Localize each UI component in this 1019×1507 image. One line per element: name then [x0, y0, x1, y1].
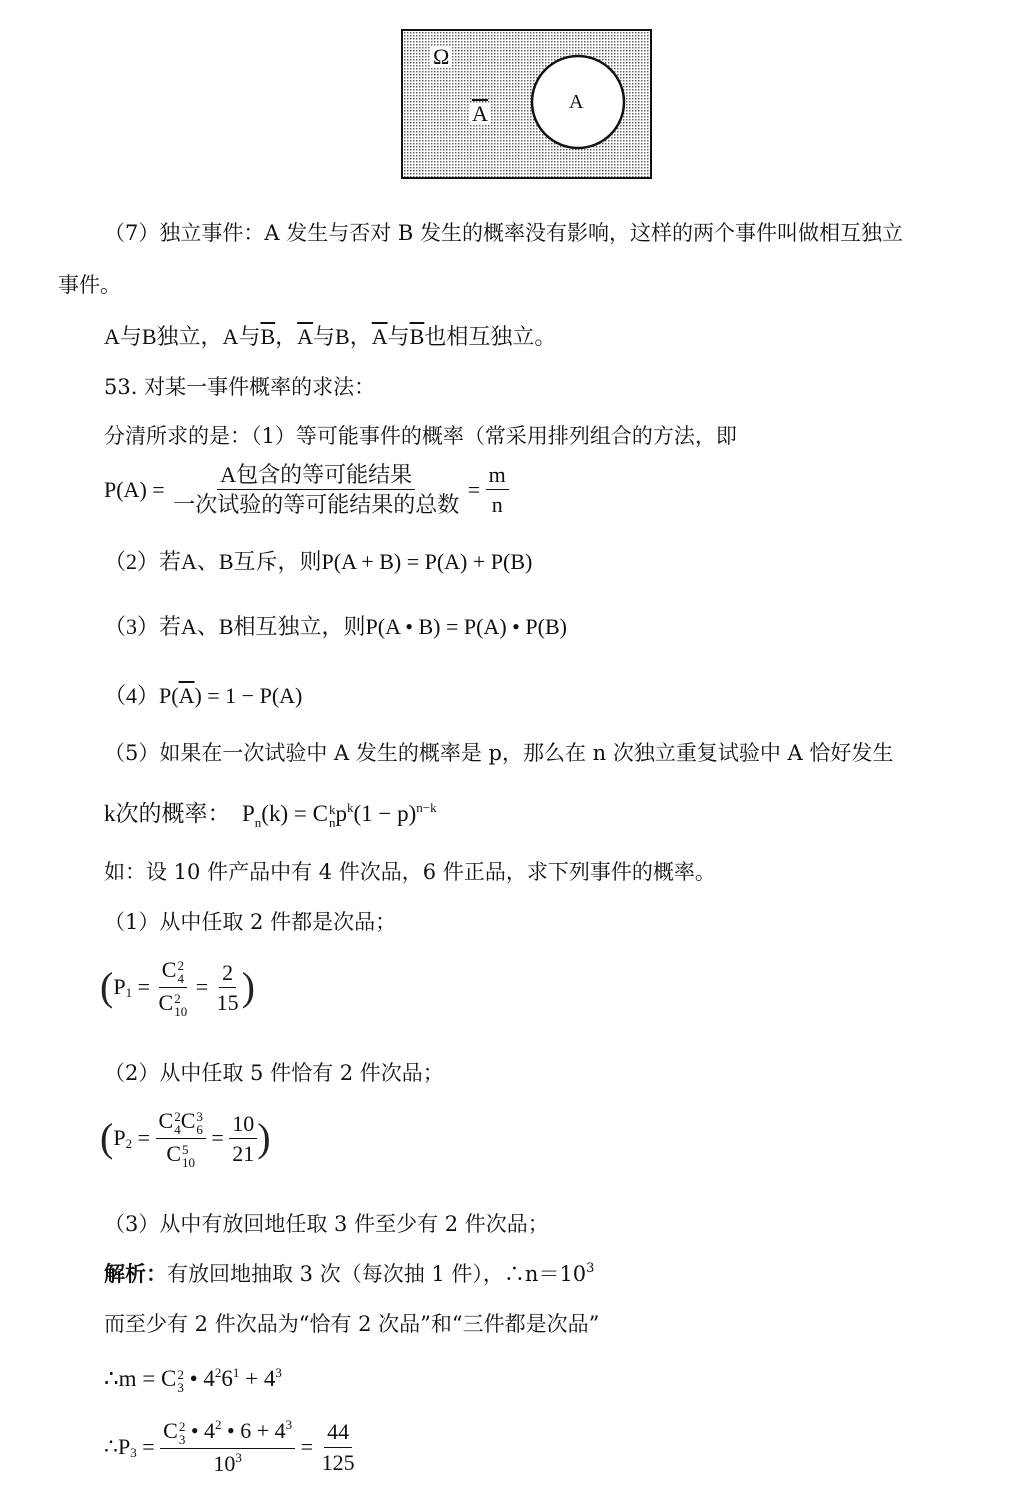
venn-not-a-label: $\overline{A}$: [469, 103, 491, 125]
answer-2-formula: ( P 2 = C 2 4 C 3 6 C 5 10 = $\frac{10}{21}$ ): [100, 1108, 271, 1170]
formula-mutually-exclusive: （2）若A、B互斥，则P(A + B) = P(A) + P(B): [104, 549, 533, 574]
formula-complement: $(4)P(\overline{A}) = 1 - P(A)$: [104, 683, 303, 708]
venn-omega-label: Ω: [433, 44, 450, 69]
p7-line1: （7）独立事件：A 发生与否对 B 发生的概率没有影响，这样的两个事件叫做相互独立: [104, 221, 903, 245]
fraction-m-n: $\frac{m}{n}$: [486, 462, 509, 518]
question-3: （3）从中有放回地任取 3 件至少有 2 件次品；: [104, 1212, 549, 1236]
venn-diagram: [401, 29, 652, 179]
formula-binomial-intro: （5）如果在一次试验中 A 发生的概率是 p，那么在 n 次独立重复试验中 A 恰好发生: [104, 741, 894, 765]
formula-independent: （3）若A、B相互独立，则P(A • B) = P(A) • P(B): [104, 614, 567, 639]
venn-a-label: A: [569, 91, 584, 113]
section-53-title: 53. 对某一事件概率的求法：: [104, 375, 376, 399]
section-53-intro: 分清所求的是：（1）等可能事件的概率（常采用排列组合的方法，即: [104, 424, 737, 448]
m-formula: ∴m = C 2 3 • $4^26^1 + 4^3$: [104, 1365, 282, 1395]
formula-binomial: k次的概率： $P_n(k) = C$ k n $p^k(1 - p)^{n-k}$: [104, 800, 437, 830]
at-least-two-line: 而至少有 2 件次品为“恰有 2 次品”和“三件都是次品”: [104, 1312, 600, 1336]
fraction-outcomes: $\frac{\text{A包含的等可能结果}}{\text{一次试验的等可能结果的总数}}$: [173, 462, 460, 518]
question-2: （2）从中任取 5 件恰有 2 件次品；: [104, 1061, 444, 1085]
question-1: （1）从中任取 2 件都是次品；: [104, 910, 397, 934]
analysis-line: 解析：有放回地抽取 3 次（每次抽 1 件），$\therefore n=10^3$: [104, 1261, 595, 1286]
p7-independence-line: A与B独立，A与$\overline{B}$，$\overline{A}$与B，$\overline{A}$与$\overline{B}$也相互独立。: [104, 324, 557, 349]
p3-formula: ∴P 3 = C 2 3 • $4^2$ • $6 + 4^3$ $10^3$ = $\frac{44}{125}$: [104, 1417, 355, 1476]
p7-line2: 事件。: [58, 273, 121, 297]
example-intro: 如：设 10 件产品中有 4 件次品，6 件正品，求下列事件的概率。: [104, 860, 716, 884]
answer-1-formula: ( P 1 = C 2 4 C 2 10 = $\frac{2}{15}$ ): [100, 957, 255, 1019]
formula-equal-likely: P(A) = $\frac{\text{A包含的等可能结果}}{\text{一次试验的等可能结果的总数}}$ = $\frac{m}{n}$: [104, 462, 509, 518]
